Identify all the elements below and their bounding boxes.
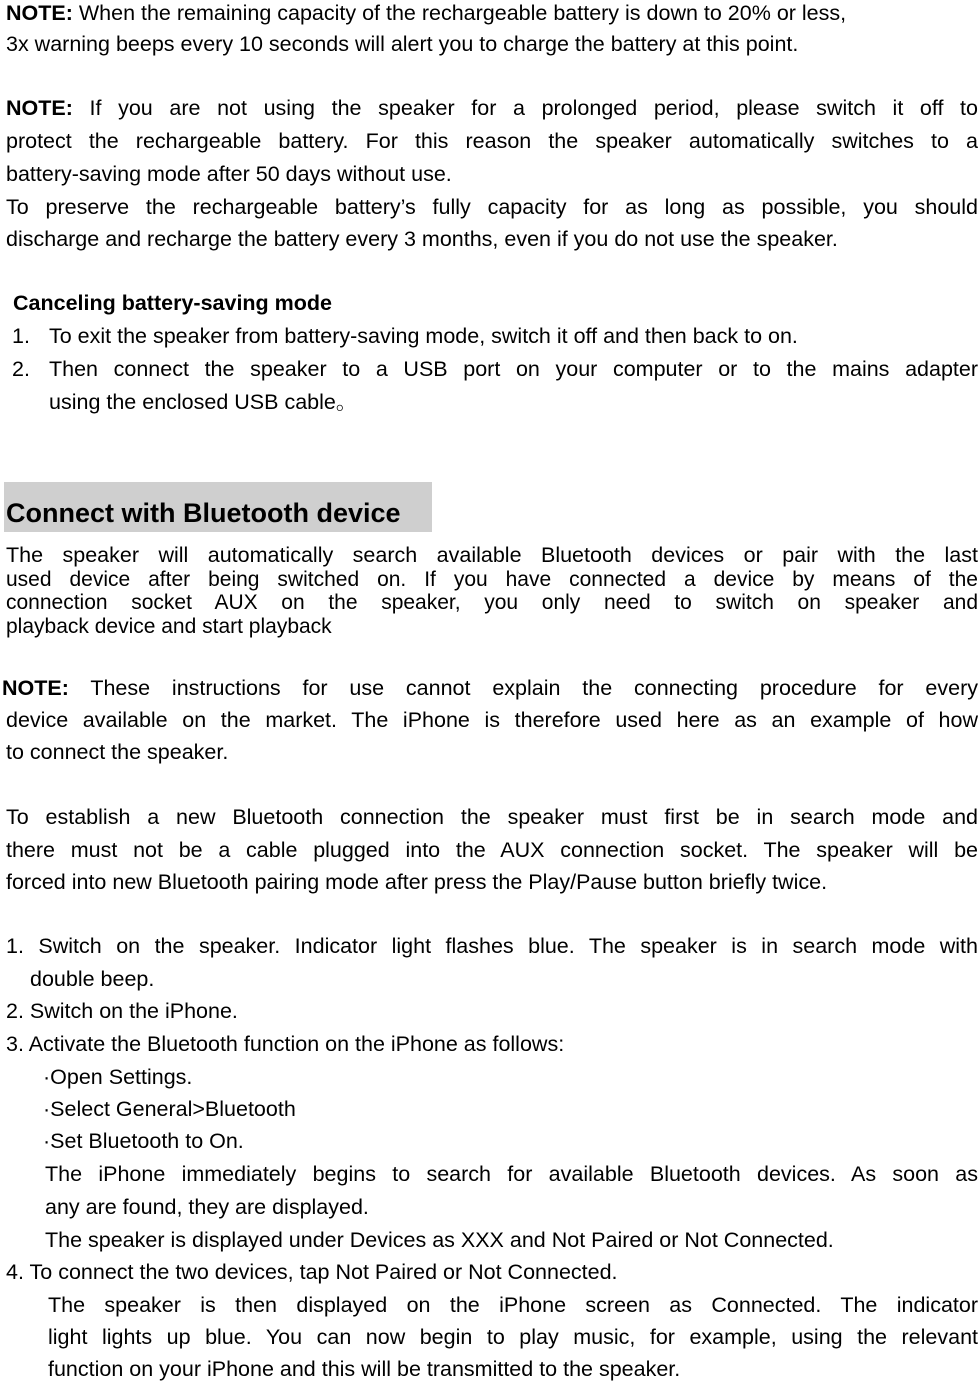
note-text: These instructions for use cannot explain the connecting procedure for every: [68, 676, 978, 700]
step-4-detail: The speaker is then displayed on the iPhone screen as Connected. The indicator: [48, 1293, 978, 1317]
note-label: NOTE:: [6, 1, 73, 25]
step-3-bullet: ·Select General>Bluetooth: [43, 1097, 296, 1121]
step-3-detail-2: The speaker is displayed under Devices as XXX and Not Paired or Not Connected.: [45, 1228, 834, 1252]
step-3-detail-cont: any are found, they are displayed.: [45, 1195, 369, 1219]
step-4: 4. To connect the two devices, tap Not Paired or Not Connected.: [6, 1260, 618, 1284]
step-2: 2. Switch on the iPhone.: [6, 999, 238, 1023]
establish-line: To establish a new Bluetooth connection the speaker must first be in search mode and: [6, 805, 978, 829]
step-3: 3. Activate the Bluetooth function on the iPhone as follows:: [6, 1032, 565, 1056]
note-prolonged-line2: protect the rechargeable battery. For this reason the speaker automatically switches to a: [6, 129, 978, 153]
note-text: If you are not using the speaker for a prolonged period, please switch it off to: [72, 96, 978, 120]
cancel-step-text: Then connect the speaker to a USB port on your computer or to the mains adapter: [49, 357, 978, 381]
step-4-detail: light lights up blue. You can now begin to play music, for example, using the relevant: [48, 1325, 978, 1349]
note-text: When the remaining capacity of the rechargeable battery is down to 20% or less,: [72, 1, 847, 25]
note-label: NOTE:: [6, 96, 73, 120]
note-prolonged-period: [6, 98, 978, 120]
note-prolonged-line3: battery-saving mode after 50 days without use.: [6, 162, 452, 186]
note-instructions: [2, 678, 978, 700]
note-battery-low-line2: 3x warning beeps every 10 seconds will alert you to charge the battery at this point.: [6, 32, 799, 56]
step-3-bullet: ·Open Settings.: [43, 1065, 193, 1089]
cancel-step-number: 2.: [12, 357, 30, 381]
step-4-detail: function on your iPhone and this will be transmitted to the speaker.: [48, 1357, 681, 1381]
note-prolonged-line4: To preserve the rechargeable battery’s fully capacity for as long as possible, you should: [6, 195, 978, 219]
step-3-bullet: ·Set Bluetooth to On.: [43, 1129, 244, 1153]
bluetooth-intro-line: used device after being switched on. If you have connected a device by means of the: [6, 568, 978, 591]
bluetooth-intro-line: playback device and start playback: [6, 615, 332, 638]
note-label: NOTE:: [2, 676, 69, 700]
note-instructions-line3: to connect the speaker.: [6, 740, 229, 764]
note-prolonged-line5: discharge and recharge the battery every 3 months, even if you do not use the speaker.: [6, 227, 838, 251]
establish-line: there must not be a cable plugged into the AUX connection socket. The speaker will be: [6, 838, 978, 862]
establish-line: forced into new Bluetooth pairing mode after press the Play/Pause button briefly twice.: [6, 870, 828, 894]
step-1: 1. Switch on the speaker. Indicator light flashes blue. The speaker is in search mode with: [6, 934, 978, 958]
note-battery-low: [6, 3, 846, 25]
step-1-cont: double beep.: [30, 967, 155, 991]
cancel-step-text: To exit the speaker from battery-saving mode, switch it off and then back to on.: [49, 324, 798, 348]
bluetooth-intro-line: connection socket AUX on the speaker, you only need to switch on speaker and: [6, 591, 978, 614]
section-heading: Connect with Bluetooth device: [6, 498, 401, 528]
bluetooth-intro-line: The speaker will automatically search available Bluetooth devices or pair with the last: [6, 543, 978, 567]
step-3-detail: The iPhone immediately begins to search for available Bluetooth devices. As soon as: [45, 1162, 978, 1186]
cancel-section-title: Canceling battery-saving mode: [13, 291, 332, 315]
cancel-step-number: 1.: [12, 324, 30, 348]
cancel-step-text-cont: using the enclosed USB cable。: [49, 390, 358, 414]
note-instructions-line2: device available on the market. The iPhone is therefore used here as an example of how: [6, 708, 978, 732]
